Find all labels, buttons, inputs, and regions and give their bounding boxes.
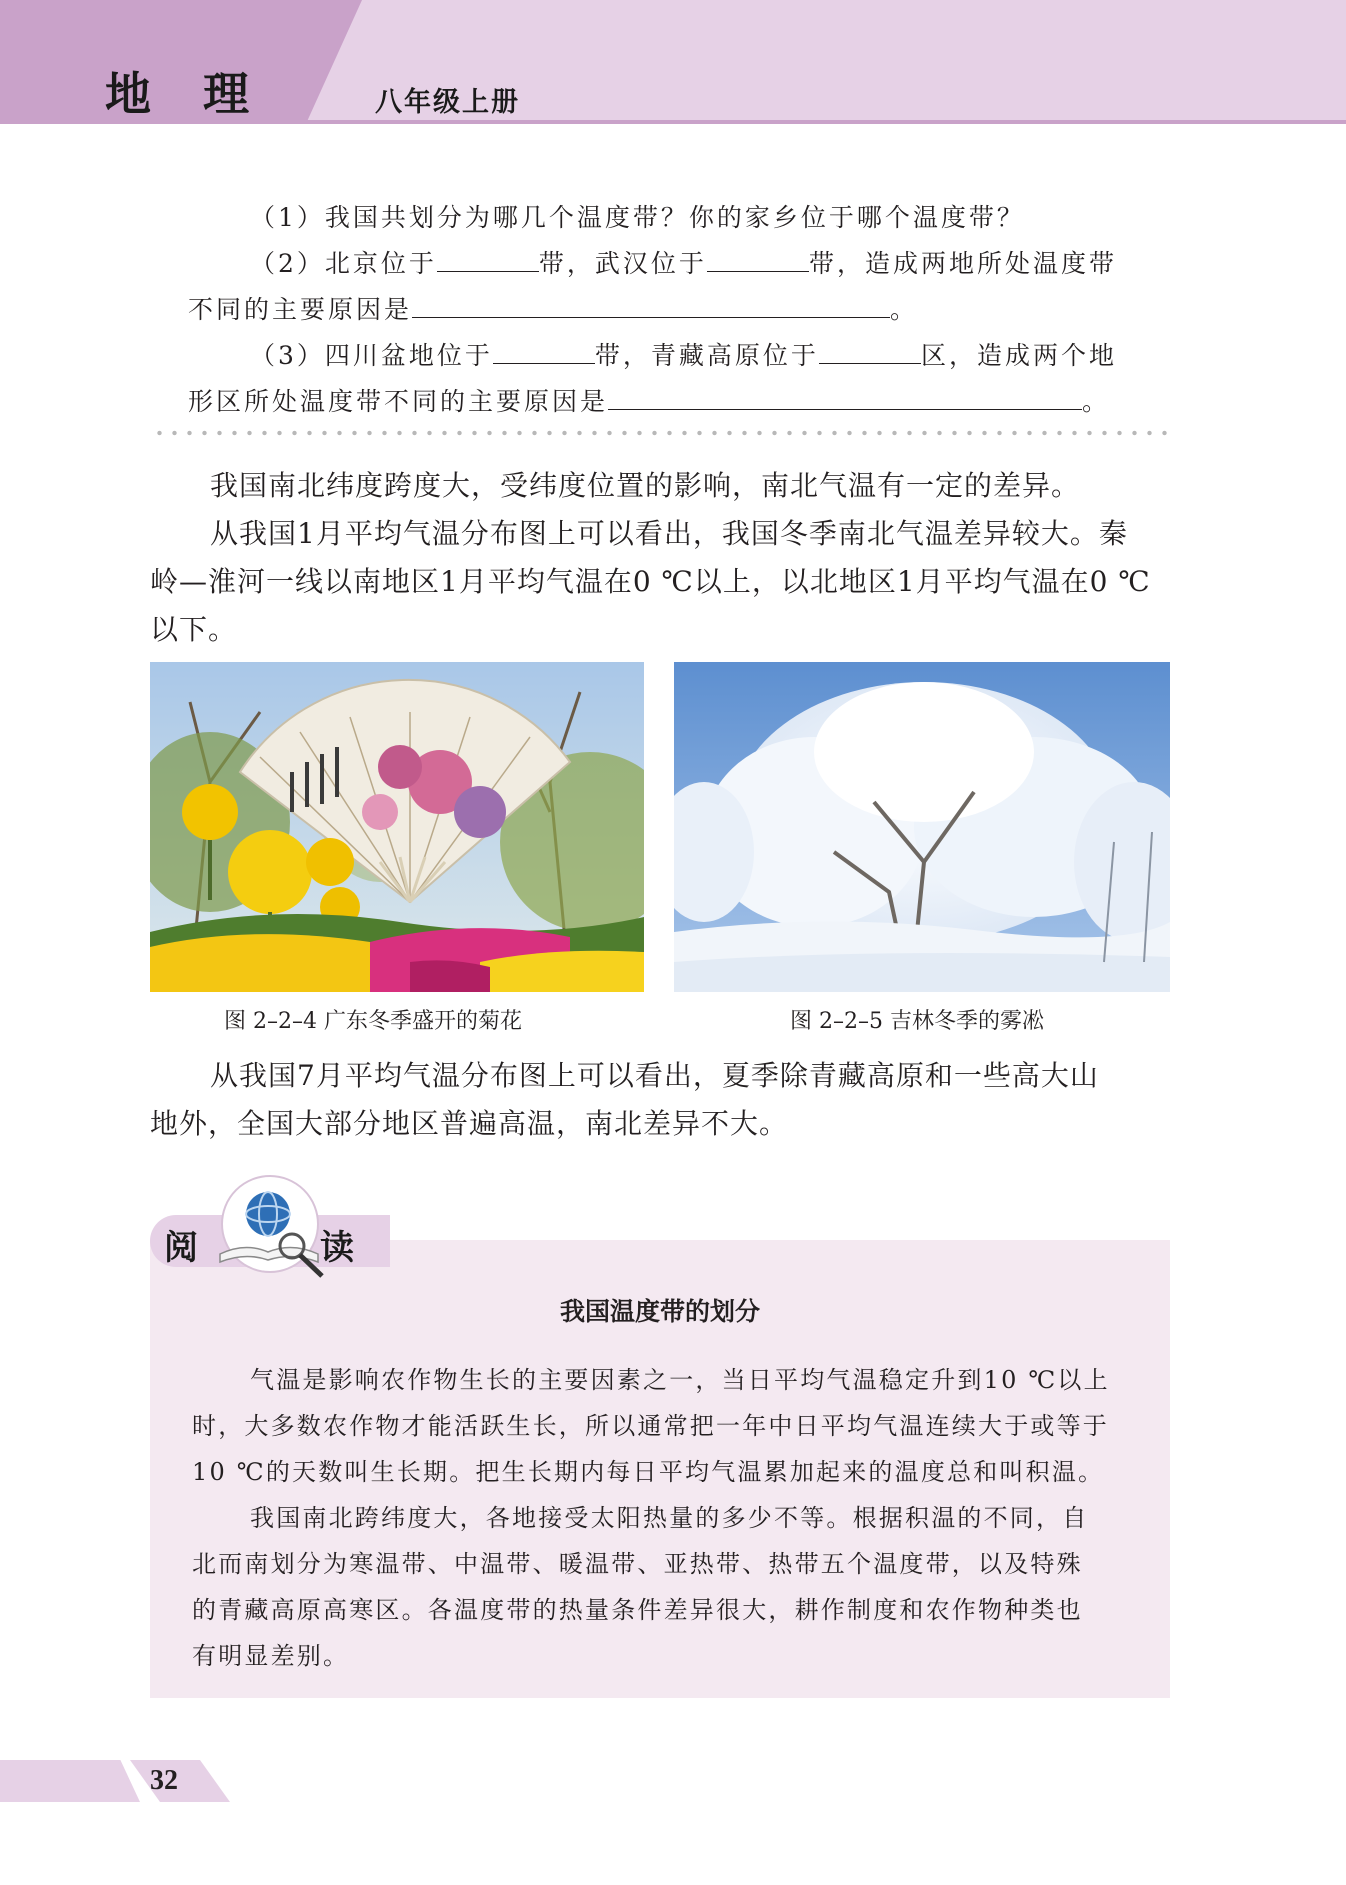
paragraph-1: 我国南北纬度跨度大，受纬度位置的影响，南北气温有一定的差异。 [210,469,1081,502]
q3-text-b: 带，青藏高原位于 [594,341,819,370]
paragraph-2-line-1: 从我国1月平均气温分布图上可以看出，我国冬季南北气温差异较大。秦 [210,517,1128,550]
reading-label-left: 阅 [164,1228,198,1268]
footer-tab [130,1760,230,1802]
reading-line-5: 北而南划分为寒温带、中温带、暖温带、亚热带、热带五个温度带，以及特殊 [192,1550,1083,1578]
q3-text-c: 区，造成两个地 [920,341,1117,370]
footer-band [0,1760,140,1802]
figure-caption-2-2-5: 图 2–2–5 吉林冬季的雾凇 [790,1009,1044,1034]
answer-blank-reason-1[interactable] [412,291,890,318]
q2-text-d: 不同的主要原因是 [188,295,413,324]
subject-title: 地 理 [105,67,268,121]
dotted-divider [152,430,1172,436]
rime-tree-image [674,662,1170,992]
q2-text-e: 。 [890,295,919,324]
photo-jilin-rime [674,662,1170,992]
q2-text-c: 带，造成两地所处温度带 [808,249,1117,278]
answer-blank-wuhan[interactable] [707,245,809,272]
paragraph-2-line-2: 岭—淮河一线以南地区1月平均气温在0 ℃以上，以北地区1月平均气温在0 ℃ [150,565,1151,598]
page-number: 32 [150,1765,178,1796]
question-3-line-1 [250,336,1117,372]
paragraph-3-line-1: 从我国7月平均气温分布图上可以看出，夏季除青藏高原和一些高大山 [210,1059,1099,1092]
grade-label: 八年级上册 [375,87,520,118]
reading-line-7: 有明显差别。 [192,1642,350,1670]
question-3-line-2 [188,382,1110,418]
question-1: （1）我国共划分为哪几个温度带？你的家乡位于哪个温度带？ [250,203,1025,232]
q2-text-b: 带，武汉位于 [538,249,707,278]
reading-line-6: 的青藏高原高寒区。各温度带的热量条件差异很大，耕作制度和农作物种类也 [192,1596,1083,1624]
q3-text-e: 。 [1082,387,1111,416]
reading-line-2: 时，大多数农作物才能活跃生长，所以通常把一年中日平均气温连续大于或等于 [192,1412,1109,1440]
page-header [0,0,1346,130]
answer-blank-qingzang[interactable] [819,337,921,364]
reading-line-4: 我国南北跨纬度大，各地接受太阳热量的多少不等。根据积温的不同，自 [250,1504,1089,1532]
reading-icon [210,1172,330,1292]
chrysanthemum-fan-image [150,662,644,992]
q3-text-a: （3）四川盆地位于 [250,341,493,370]
photo-guangdong-chrysanthemums [150,662,644,992]
reading-label-right: 读 [320,1228,354,1268]
question-2-line-2 [188,290,918,326]
reading-title: 我国温度带的划分 [559,1297,760,1326]
paragraph-3-line-2: 地外，全国大部分地区普遍高温，南北差异不大。 [150,1107,789,1140]
q3-text-d: 形区所处温度带不同的主要原因是 [188,387,609,416]
answer-blank-beijing[interactable] [437,245,539,272]
answer-blank-reason-2[interactable] [608,383,1082,410]
paragraph-2-line-3: 以下。 [150,613,238,646]
figure-caption-2-2-4: 图 2–2–4 广东冬季盛开的菊花 [224,1009,522,1034]
reading-line-1: 气温是影响农作物生长的主要因素之一，当日平均气温稳定升到10 ℃以上 [250,1366,1110,1394]
reading-line-3: 10 ℃的天数叫生长期。把生长期内每日平均气温累加起来的温度总和叫积温。 [192,1458,1105,1486]
question-2-line-1 [250,244,1117,280]
q2-text-a: （2）北京位于 [250,249,437,278]
globe-book-magnifier-icon [210,1172,330,1292]
answer-blank-sichuan[interactable] [493,337,595,364]
